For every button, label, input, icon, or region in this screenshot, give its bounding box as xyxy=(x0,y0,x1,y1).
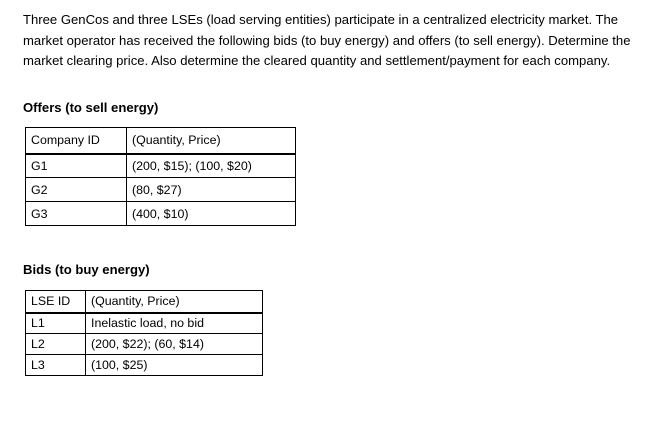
offers-header-row xyxy=(26,128,296,154)
table-row xyxy=(26,154,296,178)
bids-cell-value: Inelastic load, no bid xyxy=(86,313,263,334)
table-row xyxy=(26,355,263,376)
offers-header-company-id: Company ID xyxy=(26,128,127,154)
bids-heading: Bids (to buy energy) xyxy=(23,262,150,277)
offers-cell-value: (400, $10) xyxy=(127,202,296,226)
offers-heading: Offers (to sell energy) xyxy=(23,100,159,115)
bids-table xyxy=(25,290,263,376)
bids-header-lse-id: LSE ID xyxy=(26,291,86,313)
bids-header-quantity-price: (Quantity, Price) xyxy=(86,291,263,313)
bids-cell-value: (100, $25) xyxy=(86,355,263,376)
offers-cell-id: G2 xyxy=(26,178,127,202)
bids-cell-id: L3 xyxy=(26,355,86,376)
offers-cell-id: G3 xyxy=(26,202,127,226)
bids-cell-id: L2 xyxy=(26,334,86,355)
offers-table xyxy=(25,127,296,226)
table-row xyxy=(26,334,263,355)
table-row xyxy=(26,202,296,226)
bids-header-row xyxy=(26,291,263,313)
offers-header-quantity-price: (Quantity, Price) xyxy=(127,128,296,154)
problem-statement: Three GenCos and three LSEs (load serving entities) participate in a centralized electricity market. The market operator has received the following bids (to buy energy) and offers (to sell energy). Determine the market clearing price. Also determine the cleared quantity and settlement/payment for each company. xyxy=(23,12,631,68)
offers-cell-id: G1 xyxy=(26,154,127,178)
bids-cell-value: (200, $22); (60, $14) xyxy=(86,334,263,355)
table-row xyxy=(26,178,296,202)
offers-cell-value: (200, $15); (100, $20) xyxy=(127,154,296,178)
bids-cell-id: L1 xyxy=(26,313,86,334)
table-row xyxy=(26,313,263,334)
offers-cell-value: (80, $27) xyxy=(127,178,296,202)
